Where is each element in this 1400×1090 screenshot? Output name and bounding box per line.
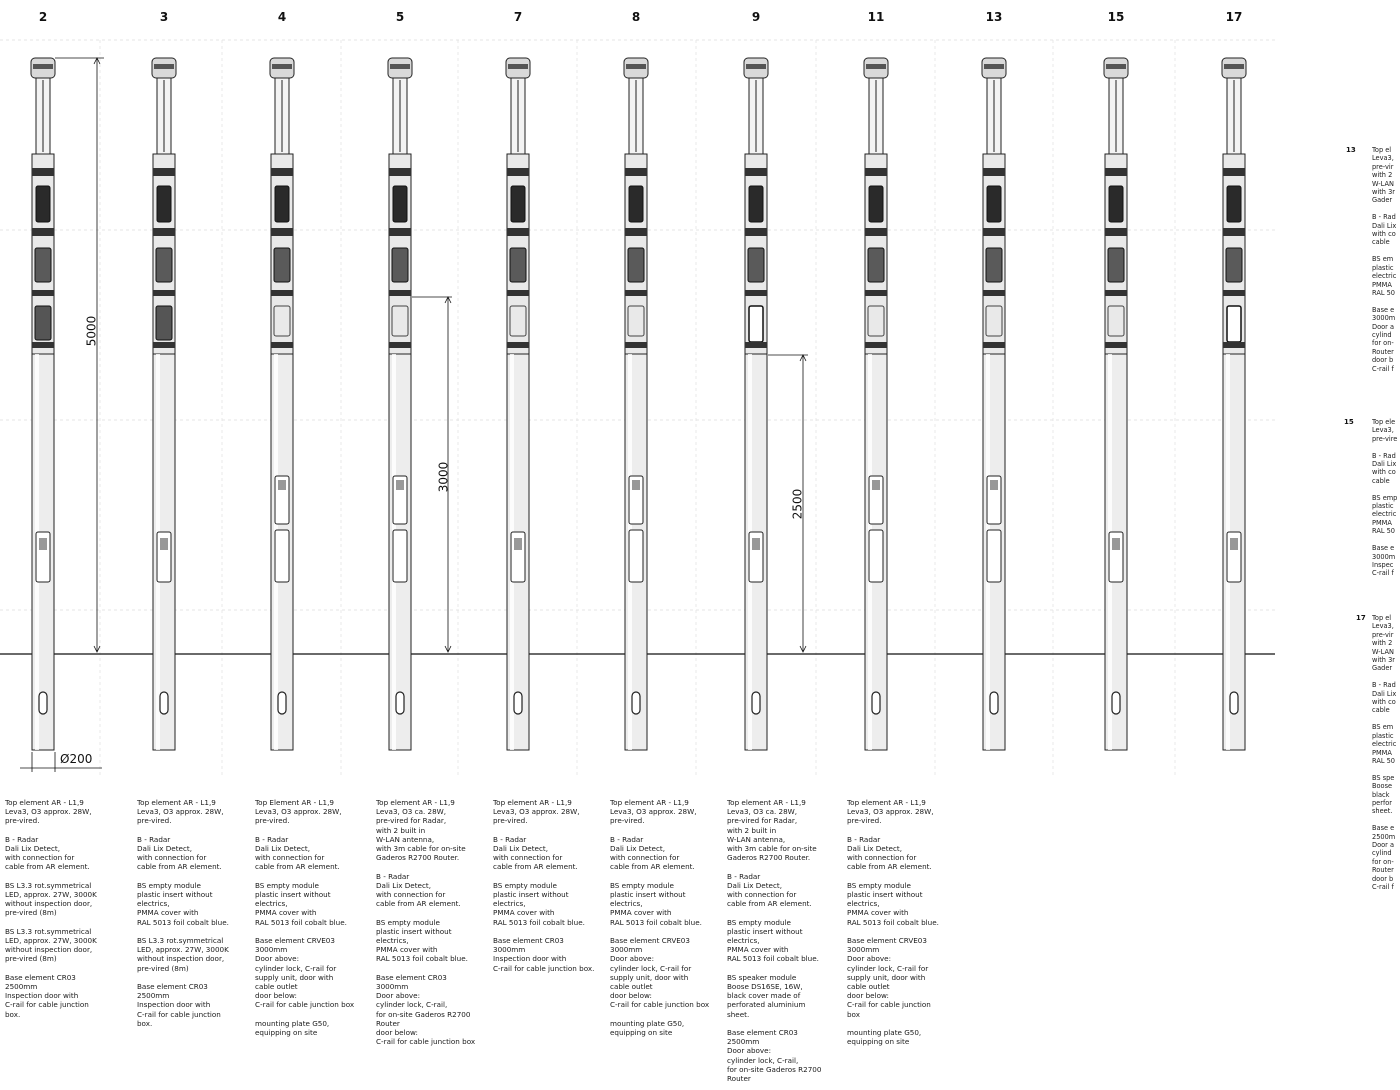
module-band	[983, 342, 1005, 348]
module-window	[986, 306, 1002, 336]
module-band	[32, 228, 54, 236]
door-lock	[1230, 538, 1238, 550]
module-band	[271, 168, 293, 176]
pole-number: 3	[159, 10, 169, 24]
door-lock	[514, 538, 522, 550]
module-band	[1223, 228, 1245, 236]
module-band	[745, 228, 767, 236]
foundation-slot	[1112, 692, 1120, 714]
module-band	[1105, 228, 1127, 236]
pole-number: 11	[867, 10, 885, 24]
right-pole-number: 13	[1346, 146, 1356, 154]
door-below	[987, 530, 1001, 582]
module-band	[389, 342, 411, 348]
pole	[152, 58, 176, 750]
radar-window	[1109, 186, 1123, 222]
module-band	[625, 168, 647, 176]
pole-spec-text: Top element AR - L1,9 Leva3, O3 ca. 28W, pre-vired for Radar, with 2 built in W-LAN antenna, with 3m cable for on-site Gaderos R2700 Router. B - Radar Dali Lix Detect, with connection for cable from AR element. BS empty module plastic insert without electrics, PMMA cover with RAL 5013 foil cobalt blue. Base element CR03 3000mm Door above: cylinder lock, C-rail, for on-site Gaderos R2700 Router door below: C-rail for cable junction box	[376, 798, 476, 1047]
door-below	[629, 530, 643, 582]
pole-number: 8	[631, 10, 641, 24]
door-lock	[160, 538, 168, 550]
module-window	[35, 248, 51, 282]
door-lock	[1112, 538, 1120, 550]
poles-layer	[31, 58, 1246, 750]
module-band	[1223, 342, 1245, 348]
door-below	[275, 530, 289, 582]
foundation-slot	[514, 692, 522, 714]
module-band	[625, 342, 647, 348]
pole-cap-band	[272, 64, 292, 69]
dimension-lines	[20, 58, 808, 772]
right-spec-text: Top el Leva3, pre-vir with 2 W-LAN with 3r Gader B - Rad Dali Lix with co cable BS em plastic electric PMMA RAL 50 Base e 3000m Door a cylind for on- Router door b C-rail f	[1372, 146, 1397, 373]
module-band	[153, 290, 175, 296]
pole	[506, 58, 530, 750]
module-band	[389, 290, 411, 296]
module-window	[156, 248, 172, 282]
pole	[1104, 58, 1128, 750]
pole-cap-band	[626, 64, 646, 69]
pole-number: 5	[395, 10, 405, 24]
module-band	[32, 342, 54, 348]
pole-number: 15	[1107, 10, 1125, 24]
module-band	[507, 168, 529, 176]
speaker-module	[1227, 306, 1241, 342]
speaker-module	[749, 306, 763, 342]
module-band	[1223, 168, 1245, 176]
right-spec-text: Top el Leva3, pre-vir with 2 W-LAN with 3r Gader B - Rad Dali Lix with co cable BS em plastic electric PMMA RAL 50 BS spe Boose black perfor sheet. Base e 2500m Door a cylind for on- Router door b C-rail f	[1372, 614, 1397, 891]
module-band	[153, 228, 175, 236]
radar-window	[629, 186, 643, 222]
pole	[744, 58, 768, 750]
pole-spec-text: Top element AR - L1,9 Leva3, O3 approx. 28W, pre-vired. B - Radar Dali Lix Detect, with connection for cable from AR element. BS L3.3 rot.symmetrical LED, approx. 27W, 3000K without inspection door, pre-vired (8m) BS L3.3 rot.symmetrical LED, approx. 27W, 3000K without inspection door, pre-vired (8m) Base element CR03 2500mm Inspection door with C-rail for cable junction box.	[5, 798, 97, 1019]
module-window	[628, 248, 644, 282]
module-band	[32, 168, 54, 176]
module-band	[983, 228, 1005, 236]
radar-window	[157, 186, 171, 222]
radar-window	[1227, 186, 1241, 222]
module-band	[983, 290, 1005, 296]
module-band	[389, 228, 411, 236]
module-band	[271, 342, 293, 348]
module-band	[507, 342, 529, 348]
module-window	[274, 306, 290, 336]
pole-number: 7	[513, 10, 523, 24]
module-band	[389, 168, 411, 176]
module-band	[507, 290, 529, 296]
module-window	[510, 306, 526, 336]
pole	[624, 58, 648, 750]
module-band	[507, 228, 529, 236]
module-band	[745, 342, 767, 348]
radar-window	[393, 186, 407, 222]
pole-number: 9	[751, 10, 761, 24]
pole-number: 2	[38, 10, 48, 24]
module-band	[865, 290, 887, 296]
module-window	[868, 306, 884, 336]
door-lock	[39, 538, 47, 550]
pole	[31, 58, 55, 750]
radar-window	[511, 186, 525, 222]
module-window	[35, 306, 51, 340]
module-band	[271, 228, 293, 236]
pole-number: 4	[277, 10, 287, 24]
module-window	[628, 306, 644, 336]
door-lock	[278, 480, 286, 490]
module-window	[748, 248, 764, 282]
pole-number: 17	[1225, 10, 1243, 24]
pole-cap-band	[746, 64, 766, 69]
door-lock	[872, 480, 880, 490]
door-below	[393, 530, 407, 582]
module-window	[392, 306, 408, 336]
module-band	[865, 228, 887, 236]
module-band	[153, 168, 175, 176]
foundation-slot	[278, 692, 286, 714]
module-window	[392, 248, 408, 282]
door-lock	[990, 480, 998, 490]
foundation-slot	[160, 692, 168, 714]
foundation-slot	[39, 692, 47, 714]
module-band	[32, 290, 54, 296]
radar-window	[749, 186, 763, 222]
radar-window	[275, 186, 289, 222]
foundation-slot	[872, 692, 880, 714]
door-lock	[632, 480, 640, 490]
module-band	[153, 342, 175, 348]
pole-cap-band	[984, 64, 1004, 69]
right-pole-number: 17	[1356, 614, 1366, 622]
dimension-3000: 3000	[436, 461, 451, 493]
pole-cap-band	[154, 64, 174, 69]
dimension-5000: 5000	[84, 315, 99, 347]
radar-window	[869, 186, 883, 222]
pole	[1222, 58, 1246, 750]
pole-cap-band	[866, 64, 886, 69]
module-band	[1105, 290, 1127, 296]
pole-spec-text: Top element AR - L1,9 Leva3, O3 ca. 28W, pre-vired for Radar, with 2 built in W-LAN antenna, with 3m cable for on-site Gaderos R2700 Router. B - Radar Dali Lix Detect, with connection for cable from AR element. BS empty module plastic insert without electrics, PMMA cover with RAL 5013 foil cobalt blue. BS speaker module Boose DS16SE, 16W, black cover made of perforated aluminium sheet. Base element CR03 2500mm Door above: cylinder lock, C-rail, for on-site Gaderos R2700 Router	[727, 798, 822, 1084]
foundation-slot	[396, 692, 404, 714]
module-band	[625, 228, 647, 236]
foundation-slot	[1230, 692, 1238, 714]
module-window	[1226, 248, 1242, 282]
radar-window	[987, 186, 1001, 222]
module-window	[1108, 248, 1124, 282]
module-band	[625, 290, 647, 296]
foundation-slot	[632, 692, 640, 714]
module-window	[868, 248, 884, 282]
pole	[864, 58, 888, 750]
module-window	[274, 248, 290, 282]
pole	[982, 58, 1006, 750]
pole-cap-band	[390, 64, 410, 69]
right-spec-text: Top ele Leva3, pre-vire B - Rad Dali Lix with co cable BS emp plastic electric PMMA RAL 50 Base e 3000m Inspec C-rail f	[1372, 418, 1398, 578]
module-band	[745, 290, 767, 296]
pole-cap-band	[508, 64, 528, 69]
module-window	[986, 248, 1002, 282]
pole-cap-band	[1224, 64, 1244, 69]
module-band	[745, 168, 767, 176]
pole-spec-text: Top element AR - L1,9 Leva3, O3 approx. 28W, pre-vired. B - Radar Dali Lix Detect, with connection for cable from AR element. BS empty module plastic insert without electrics, PMMA cover with RAL 5013 foil cobalt blue. Base element CRVE03 3000mm Door above: cylinder lock, C-rail for supply unit, door with cable outlet door below: C-rail for cable junction box mounting plate G50, equipping on site	[610, 798, 710, 1038]
door-lock	[396, 480, 404, 490]
pole-cap-band	[33, 64, 53, 69]
module-band	[1105, 342, 1127, 348]
module-window	[510, 248, 526, 282]
radar-window	[36, 186, 50, 222]
door-lock	[752, 538, 760, 550]
foundation-slot	[752, 692, 760, 714]
pole-spec-text: Top element AR - L1,9 Leva3, O3 approx. 28W, pre-vired. B - Radar Dali Lix Detect, with connection for cable from AR element. BS empty module plastic insert without electrics, PMMA cover with RAL 5013 foil cobalt blue. Base element CR03 3000mm Inspection door with C-rail for cable junction box.	[493, 798, 595, 973]
dimension-2500: 2500	[790, 488, 805, 520]
door-below	[869, 530, 883, 582]
pole-number: 13	[985, 10, 1003, 24]
diameter-label: Ø200	[60, 752, 93, 766]
pole-spec-text: Top Element AR - L1,9 Leva3, O3 approx. 28W, pre-vired. B - Radar Dali Lix Detect, with connection for cable from AR element. BS empty module plastic insert without electrics, PMMA cover with RAL 5013 foil cobalt blue. Base element CRVE03 3000mm Door above: cylinder lock, C-rail for supply unit, door with cable outlet door below: C-rail for cable junction box mounting plate G50, equipping on site	[255, 798, 355, 1038]
module-band	[865, 168, 887, 176]
pole-cap-band	[1106, 64, 1126, 69]
module-band	[271, 290, 293, 296]
pole	[270, 58, 294, 750]
module-window	[156, 306, 172, 340]
module-window	[1108, 306, 1124, 336]
module-band	[983, 168, 1005, 176]
module-band	[1223, 290, 1245, 296]
pole-spec-text: Top element AR - L1,9 Leva3, O3 approx. 28W, pre-vired. B - Radar Dali Lix Detect, with connection for cable from AR element. BS empty module plastic insert without electrics, PMMA cover with RAL 5013 foil cobalt blue. Base element CRVE03 3000mm Door above: cylinder lock, C-rail for supply unit, door with cable outlet door below: C-rail for cable junction box mounting plate G50, equipping on site	[847, 798, 939, 1047]
right-pole-number: 15	[1344, 418, 1354, 426]
pole-spec-text: Top element AR - L1,9 Leva3, O3 approx. 28W, pre-vired. B - Radar Dali Lix Detect, with connection for cable from AR element. BS empty module plastic insert without electrics, PMMA cover with RAL 5013 foil cobalt blue. BS L3.3 rot.symmetrical LED, approx. 27W, 3000K without inspection door, pre-vired (8m) Base element CR03 2500mm Inspection door with C-rail for cable junction box.	[137, 798, 229, 1028]
foundation-slot	[990, 692, 998, 714]
pole	[388, 58, 412, 750]
module-band	[1105, 168, 1127, 176]
module-band	[865, 342, 887, 348]
